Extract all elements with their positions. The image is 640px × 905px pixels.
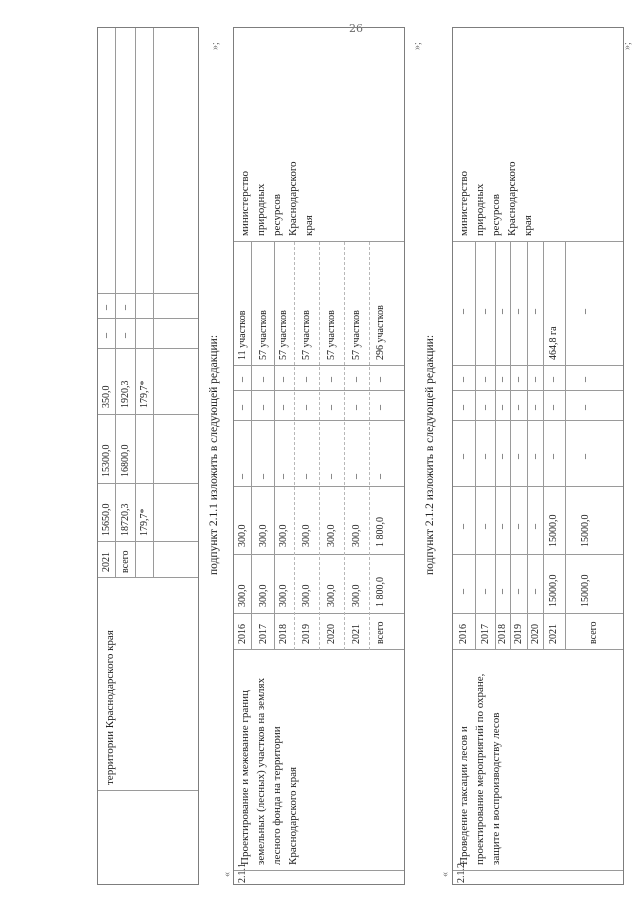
cell-col2: – [497,454,508,459]
cell-col1: 300,0 [237,524,248,547]
cell-year: 2018 [497,624,508,644]
cell-col3: – [513,405,524,410]
cell-col2: – [351,474,362,479]
cell-year: 2020 [530,624,541,644]
cell-col2: – [375,474,386,479]
cell-col3: – [351,405,362,410]
table-2-1-2 [452,27,624,885]
cell-result: – [513,309,524,314]
instruction-2-1-2: подпункт 2.1.2 изложить в следующей редакции: [424,334,436,575]
cell-result: – [497,309,508,314]
cell-year: 2021 [101,552,112,572]
cell-year: всего [588,621,599,644]
cell-col2: – [530,454,541,459]
cell-total: – [513,589,524,594]
cell-result: – [530,309,541,314]
cell-col4: – [580,377,591,382]
cell-year: 2021 [351,624,362,644]
cell-col4: – [351,377,362,382]
cell-col4: – [301,377,312,382]
cell-col2: – [580,454,591,459]
cell-result: – [580,309,591,314]
cell-result: 296 участков [375,305,386,360]
cell-col1: 300,0 [326,524,337,547]
cell-col2: 350,0 [101,385,112,408]
cell-total: – [497,589,508,594]
row-name: территории Краснодарского края [104,630,116,785]
cell-col1: 15000,0 [580,514,591,547]
cell-year: всего [375,621,386,644]
page-number: 26 [349,22,363,35]
cell-result: 57 участков [278,310,289,360]
table-2-1-1 [233,27,405,885]
cell-col1: – [497,524,508,529]
cell-result: 57 участков [258,310,269,360]
cell-note: 179,7* [139,380,150,408]
cell-col2: – [326,474,337,479]
cell-col1: – [530,524,541,529]
cell-col4: – [278,377,289,382]
cell-total: – [458,589,469,594]
cell-col3: – [120,333,131,338]
cell-total: 1 800,0 [375,577,386,607]
cell-total: 15650,0 [101,503,112,536]
quote-open: « [222,872,233,877]
cell-col2: – [301,474,312,479]
cell-col3: – [458,405,469,410]
cell-col3: – [237,405,248,410]
cell-year: всего [120,550,131,573]
cell-total: – [480,589,491,594]
cell-year: 2016 [237,624,248,644]
cell-result: – [480,309,491,314]
cell-col4: – [375,377,386,382]
cell-col3: – [301,405,312,410]
cell-col2: – [458,454,469,459]
item-number: 2.1.1 [237,863,248,883]
cell-year: 2017 [258,624,269,644]
cell-col1: 15000,0 [548,514,559,547]
cell-result: 57 участков [351,310,362,360]
item-name: Проведение таксации лесов и проектирование мероприятий по охране, защите и воспроизводству лесов [458,673,502,865]
cell-total: 15000,0 [580,574,591,607]
cell-total: 300,0 [278,584,289,607]
cell-year: 2017 [480,624,491,644]
cell-total: 300,0 [326,584,337,607]
cell-col1: 300,0 [301,524,312,547]
cell-year: 2019 [513,624,524,644]
cell-col2: – [548,454,559,459]
cell-col3: – [278,405,289,410]
cell-col4: – [548,377,559,382]
cell-year: 2016 [458,624,469,644]
cell-col3: – [580,405,591,410]
cell-col4: – [237,377,248,382]
cell-year: 2020 [326,624,337,644]
cell-col3: – [530,405,541,410]
cell-note: 179,7* [139,508,150,536]
quote-close: »; [412,42,423,50]
cell-result: 57 участков [301,310,312,360]
cell-col2: – [237,474,248,479]
cell-total: 300,0 [237,584,248,607]
cell-col1: 300,0 [351,524,362,547]
cell-total: 15000,0 [548,574,559,607]
cell-total: 300,0 [258,584,269,607]
cell-col2: – [480,454,491,459]
cell-year: 2019 [301,624,312,644]
table-previous [97,27,199,885]
cell-col2: – [513,454,524,459]
cell-col4: – [497,377,508,382]
cell-col4: – [258,377,269,382]
cell-col1: – [513,524,524,529]
cell-col4: – [530,377,541,382]
quote-open: « [440,872,451,877]
cell-col4: – [513,377,524,382]
cell-result: 464,8 га [548,326,559,360]
cell-col3: – [480,405,491,410]
cell-col1: – [480,524,491,529]
cell-total: – [530,589,541,594]
cell-col4: – [480,377,491,382]
item-name: Проектирование и межевание границ земельных (лесных) участков на землях лесного фонда на территории Краснодарского края [239,677,299,865]
cell-year: 2021 [548,624,559,644]
cell-col2: 1920,3 [120,380,131,408]
cell-col3: – [497,405,508,410]
item-number: 2.1.2. [456,860,467,883]
cell-col1: – [458,524,469,529]
cell-col3: – [548,405,559,410]
cell-result: 57 участков [326,310,337,360]
cell-col1: 16800,0 [120,444,131,477]
cell-col2: – [258,474,269,479]
quote-close: »; [210,42,221,50]
cell-col3: – [375,405,386,410]
cell-col4: – [458,377,469,382]
item-organization: министерство природных ресурсов Краснодарского края [458,161,534,236]
cell-col1: 300,0 [278,524,289,547]
cell-col1: 15300,0 [101,444,112,477]
cell-col4: – [120,305,131,310]
cell-col1: 300,0 [258,524,269,547]
cell-col2: – [278,474,289,479]
cell-result: 11 участков [237,310,248,360]
cell-col3: – [326,405,337,410]
quote-close: »; [622,42,633,50]
cell-col4: – [101,305,112,310]
cell-year: 2018 [278,624,289,644]
cell-col3: – [258,405,269,410]
cell-total: 18720,3 [120,503,131,536]
cell-total: 300,0 [301,584,312,607]
cell-col4: – [326,377,337,382]
item-organization: министерство природных ресурсов Краснодарского края [239,161,315,236]
cell-total: 300,0 [351,584,362,607]
cell-col1: 1 800,0 [375,517,386,547]
cell-col3: – [101,333,112,338]
instruction-2-1-1: подпункт 2.1.1 изложить в следующей редакции: [208,334,220,575]
cell-result: – [458,309,469,314]
